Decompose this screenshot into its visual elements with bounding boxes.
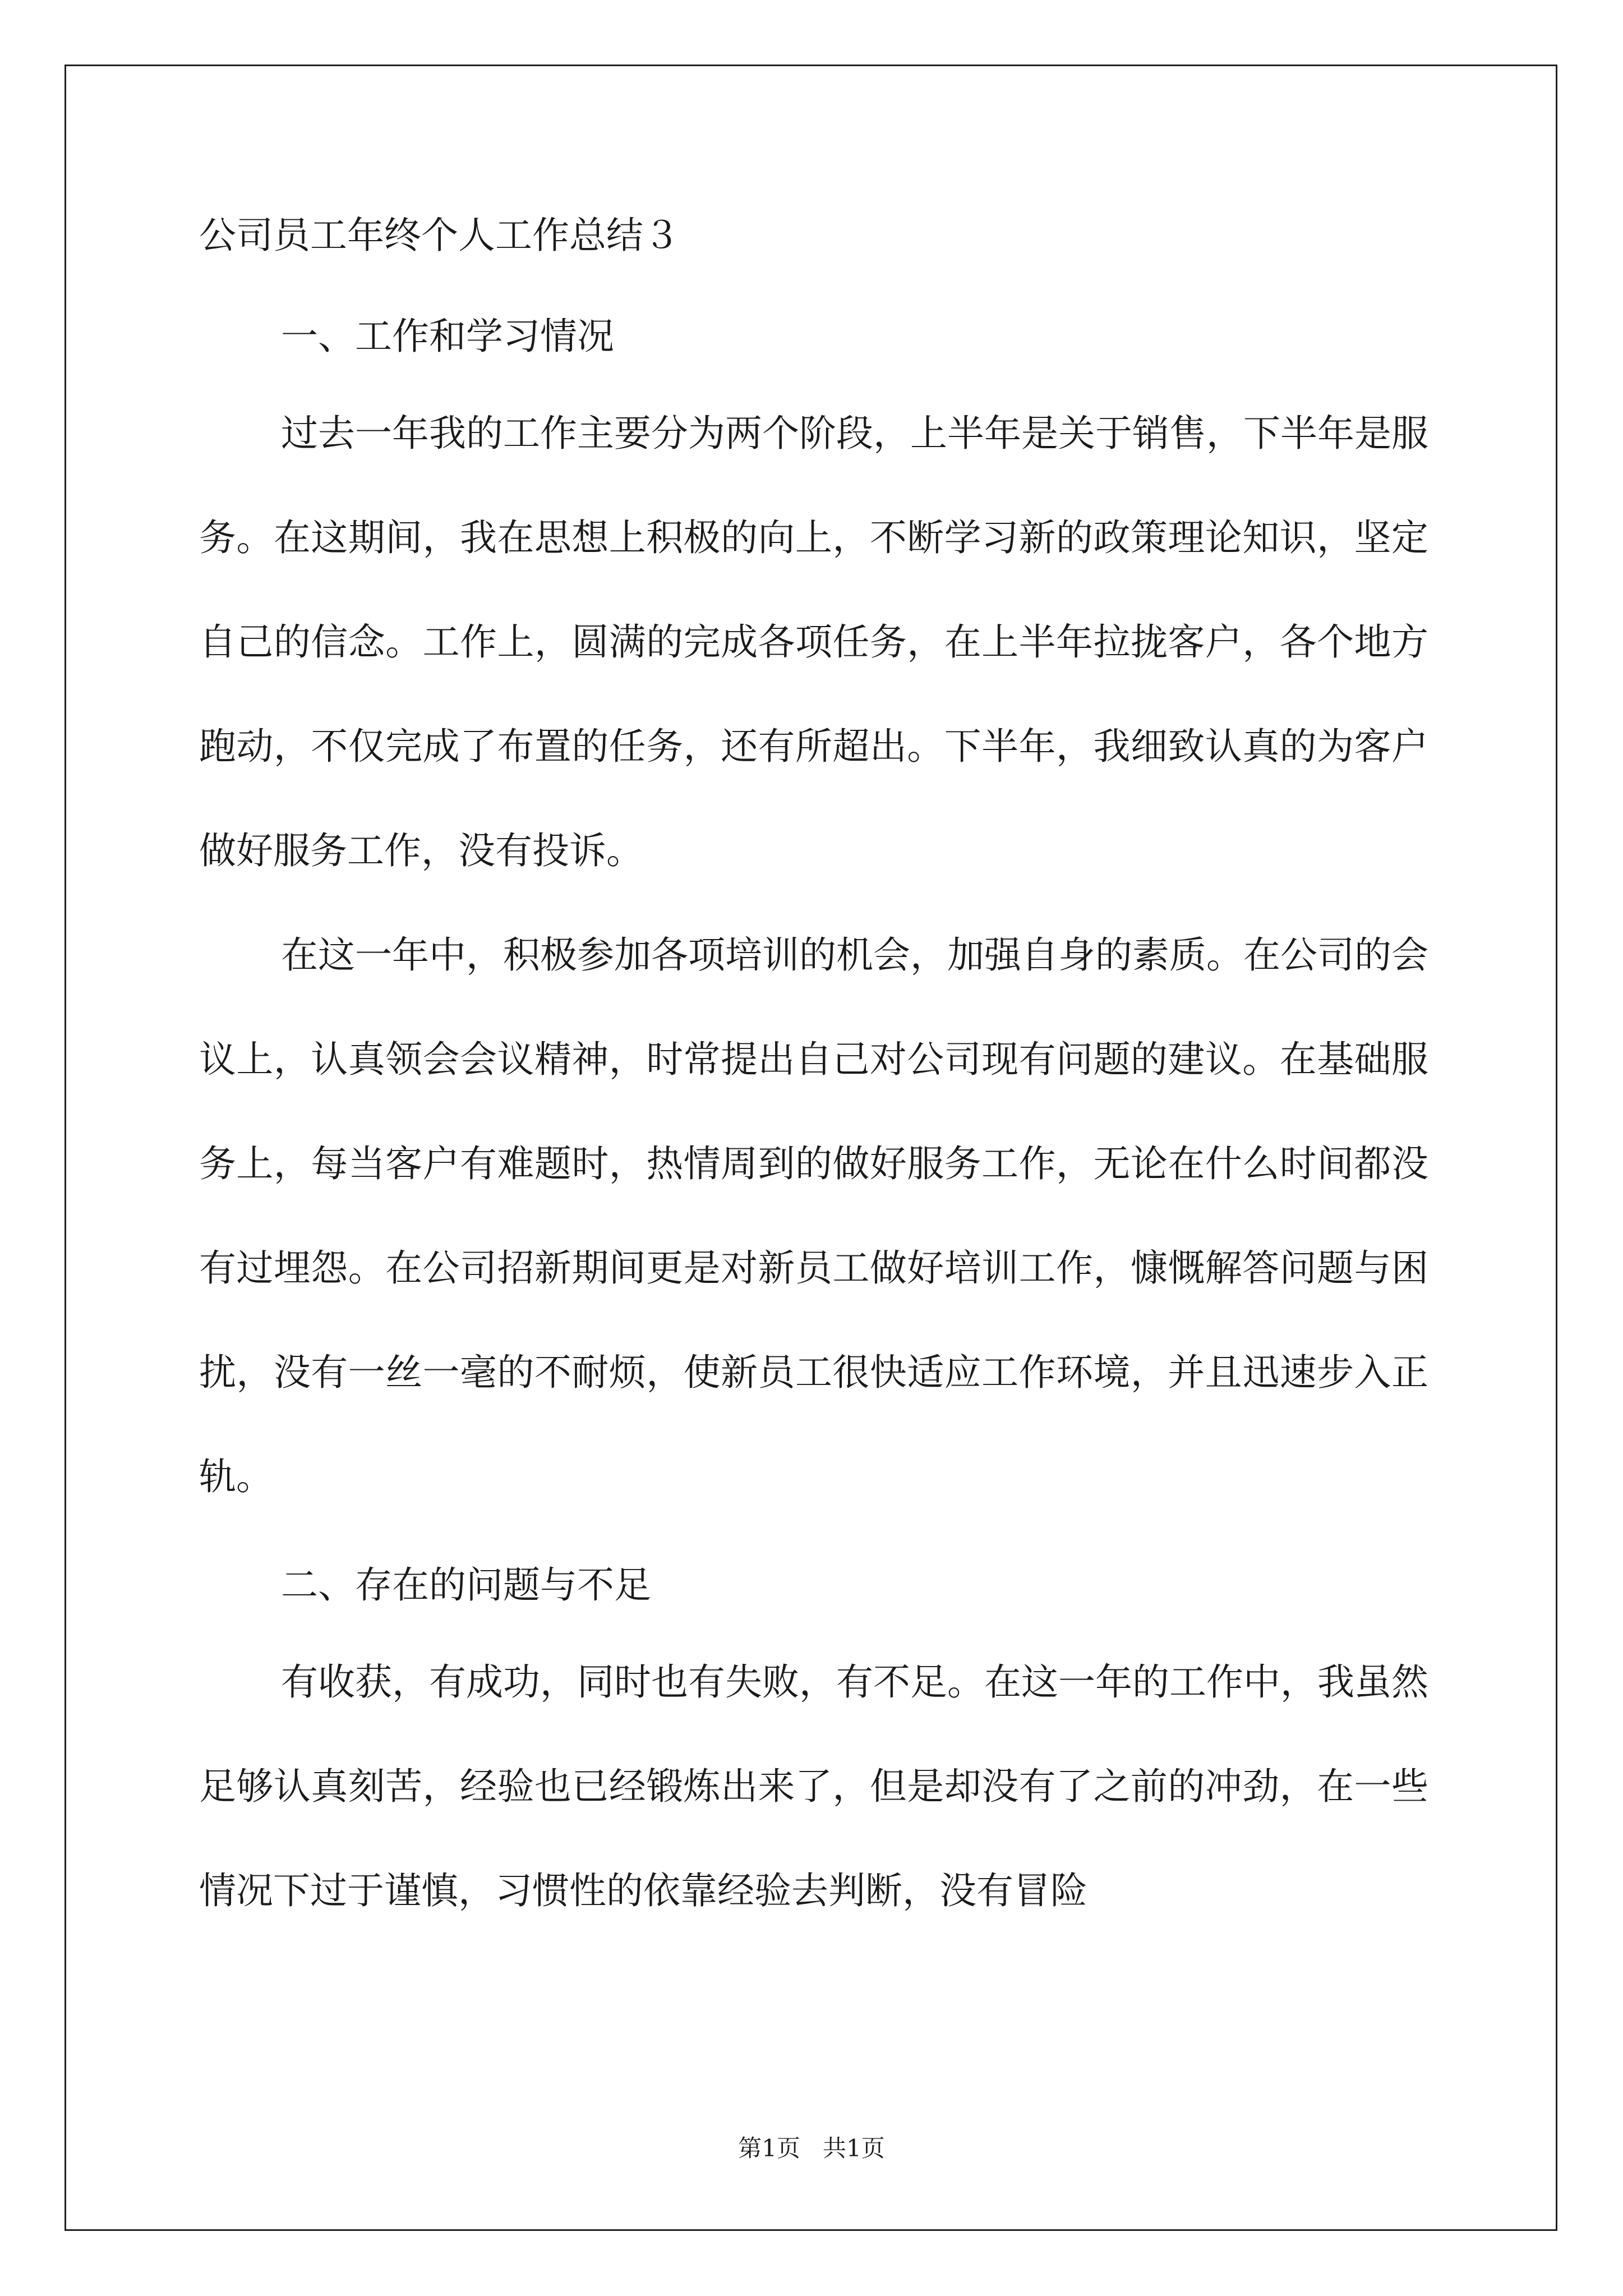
section-2-paragraph-1: 有收获，有成功，同时也有失败，有不足。在这一年的工作中，我虽然足够认真刻苦，经验也已经锻炼出来了，但是却没有了之前的冲劲，在一些情况下过于谨慎，习惯性的依靠经验去判断，没有冒险: [199, 1660, 1428, 1912]
section-heading-2: 二、存在的问题与不足: [281, 1563, 651, 1607]
document-body: [199, 213, 1428, 1943]
section-1-paragraph-2: 在这一年中，积极参加各项培训的机会，加强自身的素质。在公司的会议上，认真领会会议精神，时常提出自己对公司现有问题的建议。在基础服务上，每当客户有难题时，热情周到的做好服务工作，无论在什么时间都没有过埋怨。在公司招新期间更是对新员工做好培训工作，慷慨解答问题与困扰，没有一丝一毫的不耐烦，使新员工很快适应工作环境，并且迅速步入正轨。: [199, 933, 1428, 1498]
section-1-paragraph-1: 过去一年我的工作主要分为两个阶段，上半年是关于销售，下半年是服务。在这期间，我在思想上积极的向上，不断学习新的政策理论知识，坚定自己的信念。工作上，圆满的完成各项任务，在上半年拉拢客户，各个地方跑动，不仅完成了布置的任务，还有所超出。下半年，我细致认真的为客户做好服务工作，没有投诉。: [199, 412, 1428, 872]
section-heading-1: 一、工作和学习情况: [281, 315, 614, 358]
page-footer: 第1页 共1页: [738, 2134, 885, 2162]
document-title: 公司员工年终个人工作总结３: [199, 214, 680, 257]
